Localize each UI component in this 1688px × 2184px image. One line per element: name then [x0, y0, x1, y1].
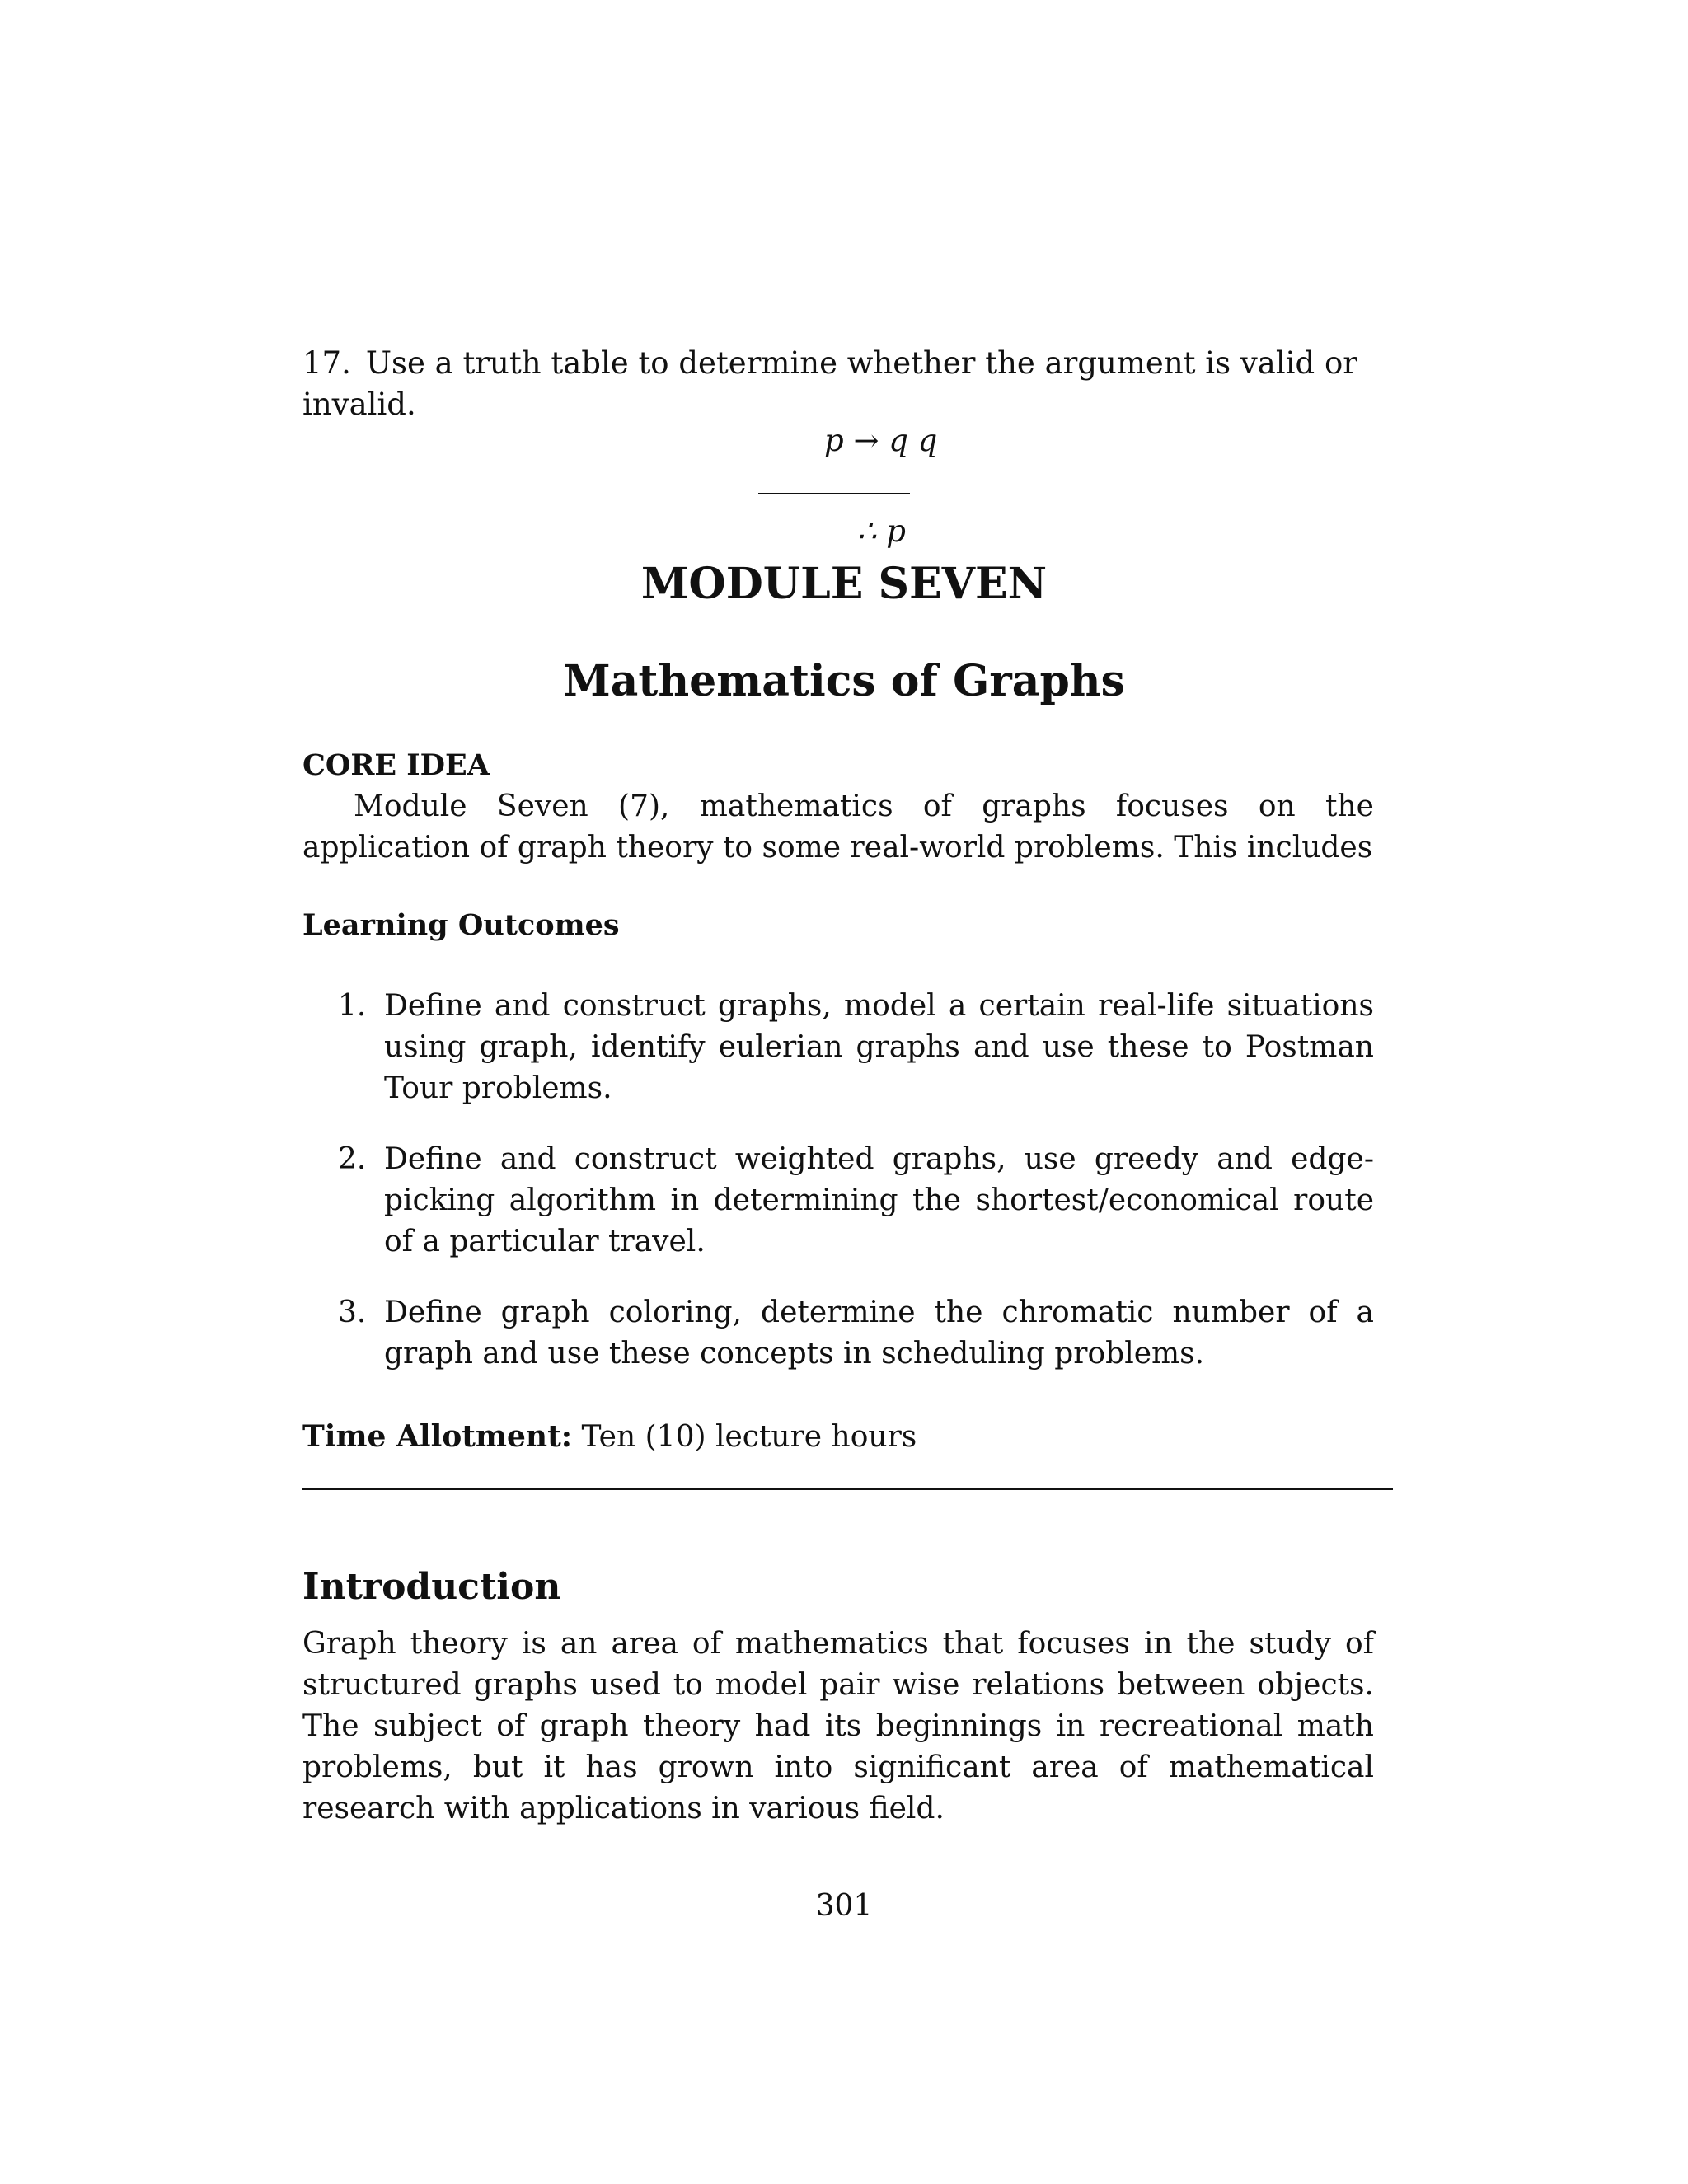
- learning-outcomes-heading: Learning Outcomes: [302, 908, 620, 942]
- section-divider: [302, 1488, 1393, 1490]
- core-idea-heading: CORE IDEA: [302, 748, 490, 782]
- core-idea-text: Module Seven (7), mathematics of graphs focuses on the application of graph theory to some real-world problems. This includes: [302, 790, 1374, 865]
- question-number: 17.: [302, 345, 351, 381]
- time-allotment-value: Ten (10) lecture hours: [581, 1420, 917, 1454]
- learning-outcome-number: 2.: [338, 1142, 367, 1176]
- argument-conclusion: ∴ p: [857, 513, 906, 549]
- question-17: [302, 343, 1390, 425]
- argument-divider: [758, 493, 910, 494]
- learning-outcome-item: [338, 1292, 1374, 1375]
- learning-outcome-number: 3.: [338, 1296, 367, 1329]
- introduction-text: Graph theory is an area of mathematics that focuses in the study of structured graphs used to model pair wise relations between objects. The subject of graph theory had its beginnings in recreational math problems, but it has grown into significant area of mathematical research with applications in various field.: [302, 1627, 1374, 1825]
- learning-outcome-text: Define and construct weighted graphs, use greedy and edge-picking algorithm in determining the shortest/economical route of a particular travel.: [384, 1142, 1374, 1258]
- argument-premise: p → q q: [824, 423, 938, 458]
- learning-outcome-number: 1.: [338, 989, 367, 1023]
- time-allotment: [302, 1416, 1374, 1458]
- learning-outcome-item: [338, 1139, 1374, 1263]
- learning-outcome-item: [338, 986, 1374, 1109]
- page-number: 301: [815, 1889, 873, 1923]
- learning-outcome-text: Define graph coloring, determine the chromatic number of a graph and use these concepts in scheduling problems.: [384, 1296, 1374, 1371]
- time-allotment-label: Time Allotment:: [302, 1419, 573, 1454]
- question-text: Use a truth table to determine whether the argument is valid or invalid.: [302, 345, 1357, 422]
- introduction-heading: Introduction: [302, 1566, 561, 1608]
- module-title: MODULE SEVEN: [640, 559, 1048, 609]
- module-subtitle: Mathematics of Graphs: [563, 656, 1125, 706]
- learning-outcome-text: Define and construct graphs, model a certain real-life situations using graph, identify eulerian graphs and use these to Postman Tour problems.: [384, 989, 1374, 1105]
- learning-outcomes-list: [338, 986, 1374, 1404]
